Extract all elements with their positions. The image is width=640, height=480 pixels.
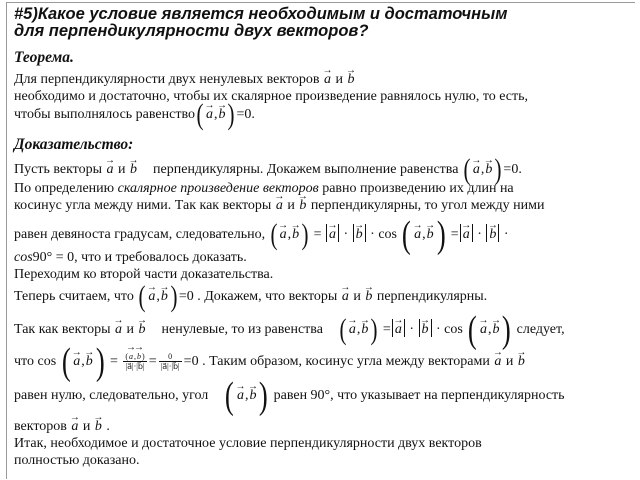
text: равен девяноста градусам, следовательно, bbox=[14, 227, 266, 242]
text: равен 90°, что указывает на перпендикулярность bbox=[273, 388, 565, 403]
vector-b: → b bbox=[291, 226, 300, 243]
theorem-line-3 bbox=[14, 98, 634, 131]
text: = bbox=[109, 354, 118, 369]
text: равен нулю, следовательно, угол bbox=[14, 388, 209, 403]
vector-a: → a bbox=[147, 288, 156, 305]
paren-close: ) bbox=[494, 153, 502, 186]
vector-a: → a bbox=[348, 321, 357, 338]
vector-b: → b bbox=[488, 226, 497, 243]
proof-line-2 bbox=[14, 180, 634, 197]
text: · cos bbox=[370, 227, 397, 242]
text: и bbox=[353, 289, 361, 304]
fraction-denominator: |a⃗|·|b⃗| bbox=[125, 362, 145, 372]
text: перпендикулярны. bbox=[376, 289, 488, 304]
text: косинус угла между ними. Так как векторы bbox=[14, 198, 272, 213]
vector-a: → a bbox=[413, 226, 422, 243]
theorem-line-1 bbox=[14, 71, 634, 88]
text: Так как векторы bbox=[14, 322, 111, 337]
text: Теперь считаем, что bbox=[14, 289, 134, 304]
comma: , bbox=[356, 322, 361, 337]
vector-b: → b bbox=[421, 321, 430, 338]
text: = bbox=[313, 227, 325, 242]
comma: , bbox=[134, 352, 137, 362]
vector-a: → a bbox=[279, 226, 288, 243]
comma: , bbox=[487, 322, 492, 337]
comma: , bbox=[81, 354, 85, 369]
vector-b: → b bbox=[355, 226, 364, 243]
vector-b: → b bbox=[136, 352, 142, 361]
paren-open: ( bbox=[225, 375, 235, 417]
vector-a: → a bbox=[70, 418, 79, 435]
paren-open: ( bbox=[402, 214, 412, 256]
proof-line-4 bbox=[14, 214, 634, 256]
vector-a: → a bbox=[114, 321, 123, 338]
text: = bbox=[382, 322, 391, 337]
text: перпендикулярны, то угол между ними bbox=[310, 198, 545, 213]
text: и bbox=[505, 354, 514, 369]
proof-line-13: полностью доказано. bbox=[14, 453, 140, 468]
text: и bbox=[126, 322, 135, 337]
vector-b: → b bbox=[298, 197, 307, 214]
vector-a: → a bbox=[394, 321, 403, 338]
vector-b: → b bbox=[248, 387, 257, 404]
vector-a: → a bbox=[472, 161, 481, 178]
paren-close: ) bbox=[301, 218, 309, 251]
fraction-numerator: (→ a,→ b) bbox=[123, 352, 146, 362]
text: что cos bbox=[14, 354, 57, 369]
vector-a: → a bbox=[128, 352, 134, 361]
proof-line-6: Переходим ко второй части доказательства. bbox=[14, 267, 274, 282]
vector-a: → a bbox=[493, 353, 502, 370]
text: Пусть векторы bbox=[14, 162, 103, 177]
fraction-dot-over-lengths bbox=[123, 352, 146, 371]
abs-bar bbox=[472, 224, 473, 242]
vector-a: → a bbox=[72, 353, 81, 370]
vector-a: → a bbox=[323, 71, 332, 88]
vector-a: → a bbox=[479, 321, 488, 338]
paren-close: ) bbox=[227, 98, 235, 131]
theorem-heading: Теорема. bbox=[14, 49, 74, 66]
vector-a: → a bbox=[205, 106, 214, 123]
page-title bbox=[14, 6, 634, 40]
comma: , bbox=[213, 107, 218, 122]
paren-open: ( bbox=[463, 153, 471, 186]
paren-open: ( bbox=[270, 218, 278, 251]
vector-b: → b bbox=[517, 353, 526, 370]
text: следует, bbox=[516, 322, 565, 337]
proof-heading: Доказательство: bbox=[14, 136, 134, 153]
paren-close: ) bbox=[436, 214, 446, 256]
fraction-denominator: |a⃗|·|b⃗| bbox=[160, 362, 180, 372]
vector-a: → a bbox=[236, 387, 245, 404]
text: · cos bbox=[436, 322, 463, 337]
fraction-zero-over-lengths bbox=[159, 352, 182, 371]
vector-a: → a bbox=[328, 226, 337, 243]
comma: , bbox=[287, 227, 292, 242]
vector-b: → b bbox=[347, 71, 356, 88]
text: ненулевые, то из равенства bbox=[161, 322, 323, 337]
proof-line-5 bbox=[14, 249, 634, 266]
abs-bar bbox=[431, 319, 432, 337]
vector-a: → a bbox=[462, 226, 471, 243]
proof-line-7 bbox=[14, 280, 634, 313]
paren-open: ( bbox=[61, 341, 71, 383]
text: 90° = 0, что и требовалось доказать. bbox=[32, 250, 247, 265]
text: чтобы выполнялось равенство bbox=[14, 107, 195, 122]
theorem-line-2: необходимо и достаточно, чтобы их скалярное произведение равнялось нулю, то есть, bbox=[14, 89, 529, 104]
proof-line-12: Итак, необходимое и достаточное условие перпендикулярности двух векторов bbox=[14, 436, 482, 451]
paren-close: ) bbox=[259, 375, 269, 417]
vector-b: → b bbox=[426, 226, 435, 243]
vector-b: → b bbox=[94, 418, 103, 435]
definition-italic: скалярное произведение векторов bbox=[117, 181, 319, 196]
paren-close: ) bbox=[502, 309, 512, 351]
text: перпендикулярны. Докажем выполнение равенства bbox=[153, 162, 459, 177]
text: =0 . Таким образом, косинус угла между векторами bbox=[183, 354, 490, 369]
dot: · bbox=[343, 227, 349, 242]
paren-close: ) bbox=[95, 341, 105, 383]
proof-line-11 bbox=[14, 418, 634, 435]
title-line-2: для перпендикулярности двух векторов? bbox=[14, 22, 369, 40]
vector-b: → b bbox=[491, 321, 500, 338]
text: векторов bbox=[14, 419, 67, 434]
vector-b: → b bbox=[364, 288, 373, 305]
vector-b: → b bbox=[85, 353, 94, 370]
paren-open: ( bbox=[339, 313, 347, 346]
vector-a: → a bbox=[106, 161, 115, 178]
text: = bbox=[148, 354, 157, 369]
vector-b: → b bbox=[160, 288, 169, 305]
proof-line-8 bbox=[14, 309, 634, 351]
dot: · bbox=[409, 322, 414, 337]
title-line-1: #5)Какое условие является необходимым и достаточным bbox=[14, 5, 508, 23]
paren-close: ) bbox=[370, 313, 378, 346]
proof-line-3 bbox=[14, 197, 634, 214]
dot: · bbox=[477, 227, 482, 242]
proof-line-9 bbox=[14, 341, 634, 383]
vector-a: → a bbox=[341, 288, 350, 305]
vector-b: → b bbox=[217, 106, 226, 123]
text: =0. bbox=[236, 107, 255, 122]
paren-open: ( bbox=[138, 280, 146, 313]
text: и bbox=[287, 198, 295, 213]
text: и bbox=[335, 72, 344, 87]
paren-close: ) bbox=[170, 280, 178, 313]
proof-line-10 bbox=[14, 375, 634, 417]
text: Для перпендикулярности двух ненулевых векторов bbox=[14, 72, 320, 87]
text: По определению bbox=[14, 181, 115, 196]
comma: , bbox=[480, 162, 485, 177]
text: равно произведению их длин на bbox=[322, 181, 514, 196]
text: =0. bbox=[503, 162, 522, 177]
vector-b: → b bbox=[360, 321, 369, 338]
vector-b: → b bbox=[138, 321, 147, 338]
comma: , bbox=[156, 289, 160, 304]
vector-b: → b bbox=[484, 161, 493, 178]
vector-a: → a bbox=[275, 197, 284, 214]
text: и bbox=[118, 162, 126, 177]
fraction-numerator: 0 bbox=[159, 352, 182, 362]
text: . bbox=[106, 419, 110, 434]
vector-b: → b bbox=[129, 161, 138, 178]
proof-line-1 bbox=[14, 153, 634, 186]
dot: · bbox=[503, 227, 509, 242]
comma: , bbox=[244, 388, 249, 403]
cos-italic: cos bbox=[14, 250, 33, 265]
paren-open: ( bbox=[196, 98, 204, 131]
text: = bbox=[450, 227, 459, 242]
abs-bar bbox=[365, 224, 366, 242]
comma: , bbox=[422, 227, 426, 242]
abs-bar bbox=[404, 319, 405, 337]
paren-open: ( bbox=[468, 309, 478, 351]
slide-content bbox=[14, 0, 634, 469]
text: и bbox=[82, 419, 91, 434]
abs-bar bbox=[498, 224, 499, 242]
abs-bar bbox=[338, 224, 339, 242]
text: =0 . Докажем, что векторы bbox=[178, 289, 338, 304]
